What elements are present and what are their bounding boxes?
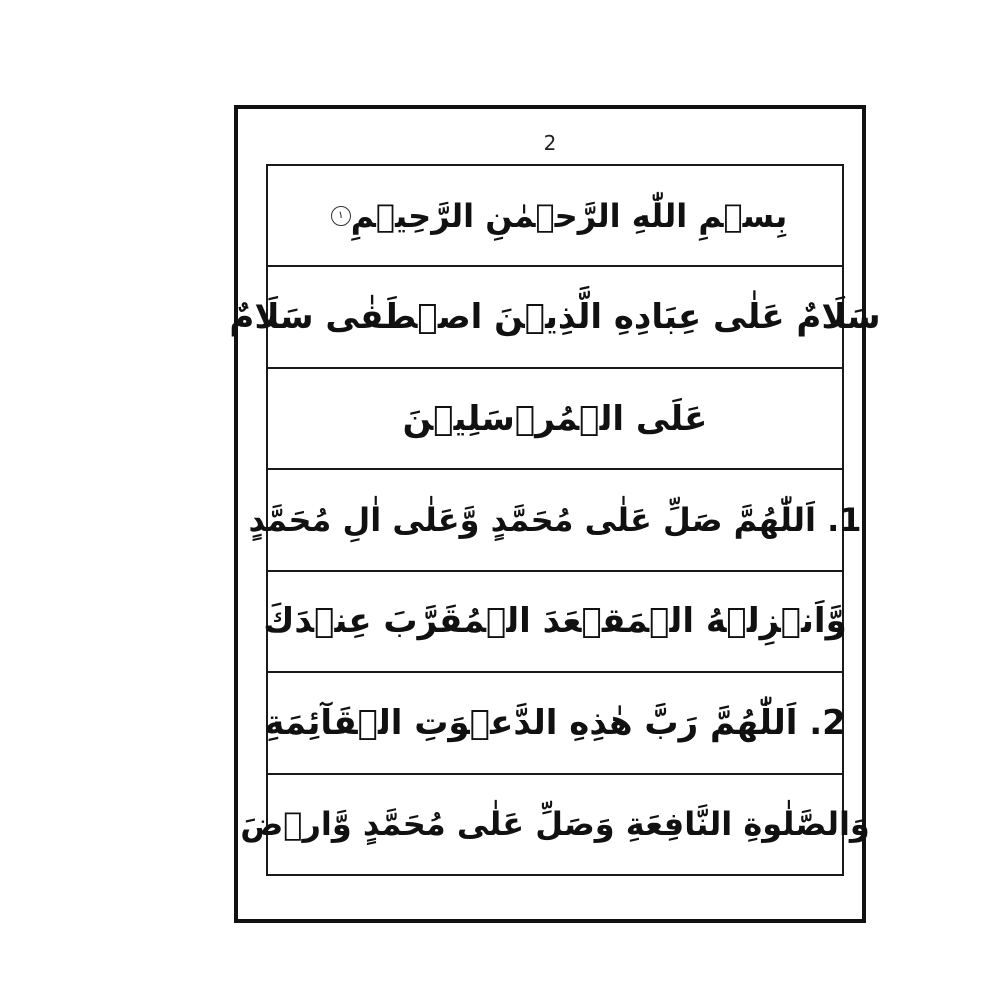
verse-row xyxy=(268,369,842,470)
verse-text: بِسۡمِ اللّٰهِ الرَّحۡمٰنِ الرَّحِيۡمِ xyxy=(350,196,788,235)
verse-text: 1. اَللّٰهُمَّ صَلِّ عَلٰى مُحَمَّدٍ وَّعَلٰى اٰلِ مُحَمَّدٍ xyxy=(248,500,862,539)
verse-row xyxy=(263,572,847,673)
verse-text: وَالصَّلٰوةِ النَّافِعَةِ وَصَلِّ عَلٰى مُحَمَّدٍ وَّارۡضَ xyxy=(240,805,870,844)
verse-row xyxy=(240,775,870,874)
verse-text: عَلَى الۡمُرۡسَلِيۡنَ xyxy=(402,398,708,439)
verse-row xyxy=(248,470,862,571)
verse-table xyxy=(229,164,881,876)
book-page xyxy=(229,105,881,923)
page-number: 2 xyxy=(543,131,557,155)
verse-text: 2. اَللّٰهُمَّ رَبَّ هٰذِهِ الدَّعۡوَتِ الۡقَآئِمَةِ xyxy=(264,702,846,743)
verse-text: سَلَامٌ عَلٰى عِبَادِهِ الَّذِيۡنَ اصۡطَفٰى سَلَامٌ xyxy=(229,297,881,338)
verse-row xyxy=(229,267,881,368)
verse-text: وَّاَنۡزِلۡهُ الۡمَقۡعَدَ الۡمُقَرَّبَ عِنۡدَكَ xyxy=(263,601,847,642)
verse-marker: ١ xyxy=(331,206,351,226)
verse-row xyxy=(264,673,846,774)
verse-row-basmala xyxy=(268,166,842,267)
